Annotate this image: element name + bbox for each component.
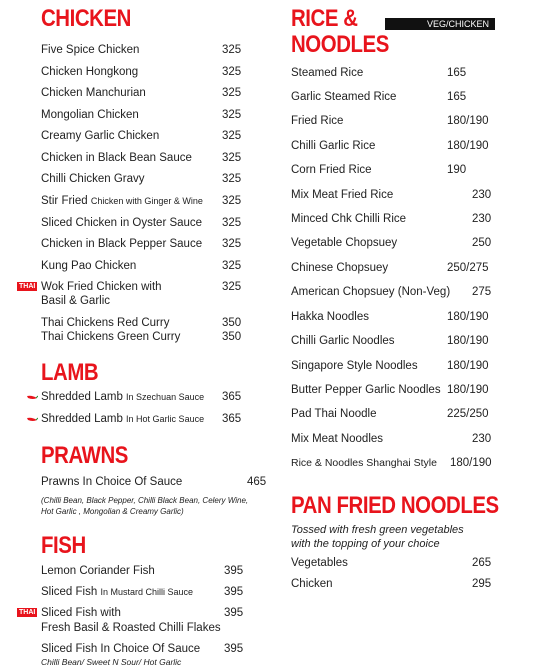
item-name-detail: In Szechuan Sauce <box>126 392 205 402</box>
item-price: 165 <box>447 67 467 79</box>
menu-item-line2: Fresh Basil & Roasted Chilli Flakes <box>41 622 221 634</box>
menu-item: Chinese Chopsuey <box>291 262 389 274</box>
rice-heading-line2: NOODLES <box>291 31 389 58</box>
menu-item: Chicken in Black Bean Sauce <box>41 152 192 164</box>
item-price: 180/190 <box>450 457 492 469</box>
item-price: 265 <box>472 557 492 569</box>
thai-tag: THAI <box>19 283 36 290</box>
item-price: 230 <box>472 189 492 201</box>
item-price: 180/190 <box>447 311 489 323</box>
item-price: 395 <box>224 643 244 655</box>
menu-item: Thai Chickens Green Curry <box>41 331 181 343</box>
sauce-options: Chilli Bean/ Sweet N Sour/ Hot Garlic <box>41 657 182 667</box>
sauce-note-line: (Chilli Bean, Black Pepper, Chilli Black Bean, Celery Wine, <box>41 496 249 505</box>
item-price: 275 <box>472 286 492 298</box>
menu-item: Pad Thai Noodle <box>291 408 377 420</box>
item-price: 180/190 <box>447 384 489 396</box>
menu-item: Chicken in Black Pepper Sauce <box>41 238 203 250</box>
item-price: 325 <box>222 87 242 99</box>
menu-item <box>41 194 203 208</box>
item-price: 395 <box>224 586 244 598</box>
pan-fried-noodles-heading: PAN FRIED NOODLES <box>291 492 499 519</box>
chili-icon <box>27 417 38 422</box>
item-price: 325 <box>222 66 242 78</box>
rice-heading: RICE & <box>291 5 358 32</box>
pan-fried-description: Tossed with fresh green vegetables <box>291 524 464 536</box>
menu-item: Chilli Garlic Rice <box>291 140 376 152</box>
menu-item: Vegetable Chopsuey <box>291 237 398 249</box>
item-price: 325 <box>222 152 242 164</box>
item-price: 465 <box>247 476 267 488</box>
menu-item: Sliced Fish with <box>41 607 121 619</box>
menu-item: Thai Chickens Red Curry <box>41 317 170 329</box>
item-name: Stir Fried <box>41 195 88 207</box>
item-price: 325 <box>222 173 242 185</box>
item-price: 350 <box>222 331 242 343</box>
menu-item: Lemon Coriander Fish <box>41 565 155 577</box>
fish-heading: FISH <box>41 532 86 559</box>
menu-item: Wok Fried Chicken with <box>41 281 162 293</box>
prawns-heading: PRAWNS <box>41 442 128 469</box>
item-price: 230 <box>472 433 492 445</box>
item-price: 325 <box>222 281 242 293</box>
menu-item: Prawns In Choice Of Sauce <box>41 476 183 488</box>
item-price: 180/190 <box>447 115 489 127</box>
item-price: 325 <box>222 195 242 207</box>
menu-item: Minced Chk Chilli Rice <box>291 213 407 225</box>
menu-item: Chicken <box>291 578 333 590</box>
thai-tag: THAI <box>19 609 36 616</box>
menu-item: Fried Rice <box>291 115 344 127</box>
menu-item <box>41 585 193 599</box>
menu-item: Sliced Fish In Choice Of Sauce <box>41 643 201 655</box>
menu-item: Mongolian Chicken <box>41 109 139 121</box>
menu-item: Kung Pao Chicken <box>41 260 137 272</box>
menu-item: Chilli Chicken Gravy <box>41 173 145 185</box>
item-price: 350 <box>222 317 242 329</box>
chicken-heading: CHICKEN <box>41 5 131 32</box>
sauce-note-line: Hot Garlic , Mongolian & Creamy Garlic) <box>41 507 184 516</box>
item-price: 250/275 <box>447 262 489 274</box>
item-name: Shredded Lamb <box>41 413 123 425</box>
lamb-heading: LAMB <box>41 359 99 386</box>
item-name-detail: In Hot Garlic Sauce <box>126 414 205 424</box>
menu-item: Five Spice Chicken <box>41 44 140 56</box>
item-name-detail: Chicken with Ginger & Wine <box>90 196 203 206</box>
menu-item <box>41 412 204 426</box>
menu-item: Chicken Manchurian <box>41 87 146 99</box>
menu-item: Garlic Steamed Rice <box>291 91 397 103</box>
veg-chicken-badge: VEG/CHICKEN <box>385 18 495 30</box>
item-price: 180/190 <box>447 360 489 372</box>
item-price: 225/250 <box>447 408 489 420</box>
item-price: 180/190 <box>447 140 489 152</box>
chili-icon <box>27 395 38 400</box>
menu-item: Sliced Chicken in Oyster Sauce <box>41 217 203 229</box>
item-price: 190 <box>447 164 467 176</box>
menu-item: Chicken Hongkong <box>41 66 139 78</box>
menu-item: Mix Meat Noodles <box>291 433 384 445</box>
item-price: 230 <box>472 213 492 225</box>
item-name-detail: In Mustard Chilli Sauce <box>100 587 193 597</box>
item-price: 325 <box>222 130 242 142</box>
menu-item: American Chopsuey (Non-Veg) <box>291 286 451 298</box>
menu-item: Steamed Rice <box>291 67 364 79</box>
item-price: 395 <box>224 607 244 619</box>
menu-item: Chilli Garlic Noodles <box>291 335 395 347</box>
menu-item: Hakka Noodles <box>291 311 369 323</box>
menu-item: Corn Fried Rice <box>291 164 372 176</box>
item-price: 325 <box>222 109 242 121</box>
item-price: 325 <box>222 260 242 272</box>
item-price: 250 <box>472 237 492 249</box>
item-name: Sliced Fish <box>41 586 98 598</box>
item-price: 295 <box>472 578 492 590</box>
menu-item: Vegetables <box>291 557 348 569</box>
menu-item <box>41 390 204 404</box>
sauce-note <box>41 495 248 517</box>
item-price: 325 <box>222 44 242 56</box>
menu-item: Rice & Noodles Shanghai Style <box>291 457 437 469</box>
item-price: 325 <box>222 217 242 229</box>
item-price: 180/190 <box>447 335 489 347</box>
item-price: 165 <box>447 91 467 103</box>
menu-item: Mix Meat Fried Rice <box>291 189 394 201</box>
item-price: 395 <box>224 565 244 577</box>
item-price: 365 <box>222 413 242 425</box>
pan-fried-description-line2: with the topping of your choice <box>291 538 440 550</box>
menu-item: Creamy Garlic Chicken <box>41 130 160 142</box>
item-price: 365 <box>222 391 242 403</box>
menu-item: Butter Pepper Garlic Noodles <box>291 384 441 396</box>
item-price: 325 <box>222 238 242 250</box>
item-name: Shredded Lamb <box>41 391 123 403</box>
menu-item: Singapore Style Noodles <box>291 360 418 372</box>
menu-item-line2: Basil & Garlic <box>41 295 111 307</box>
